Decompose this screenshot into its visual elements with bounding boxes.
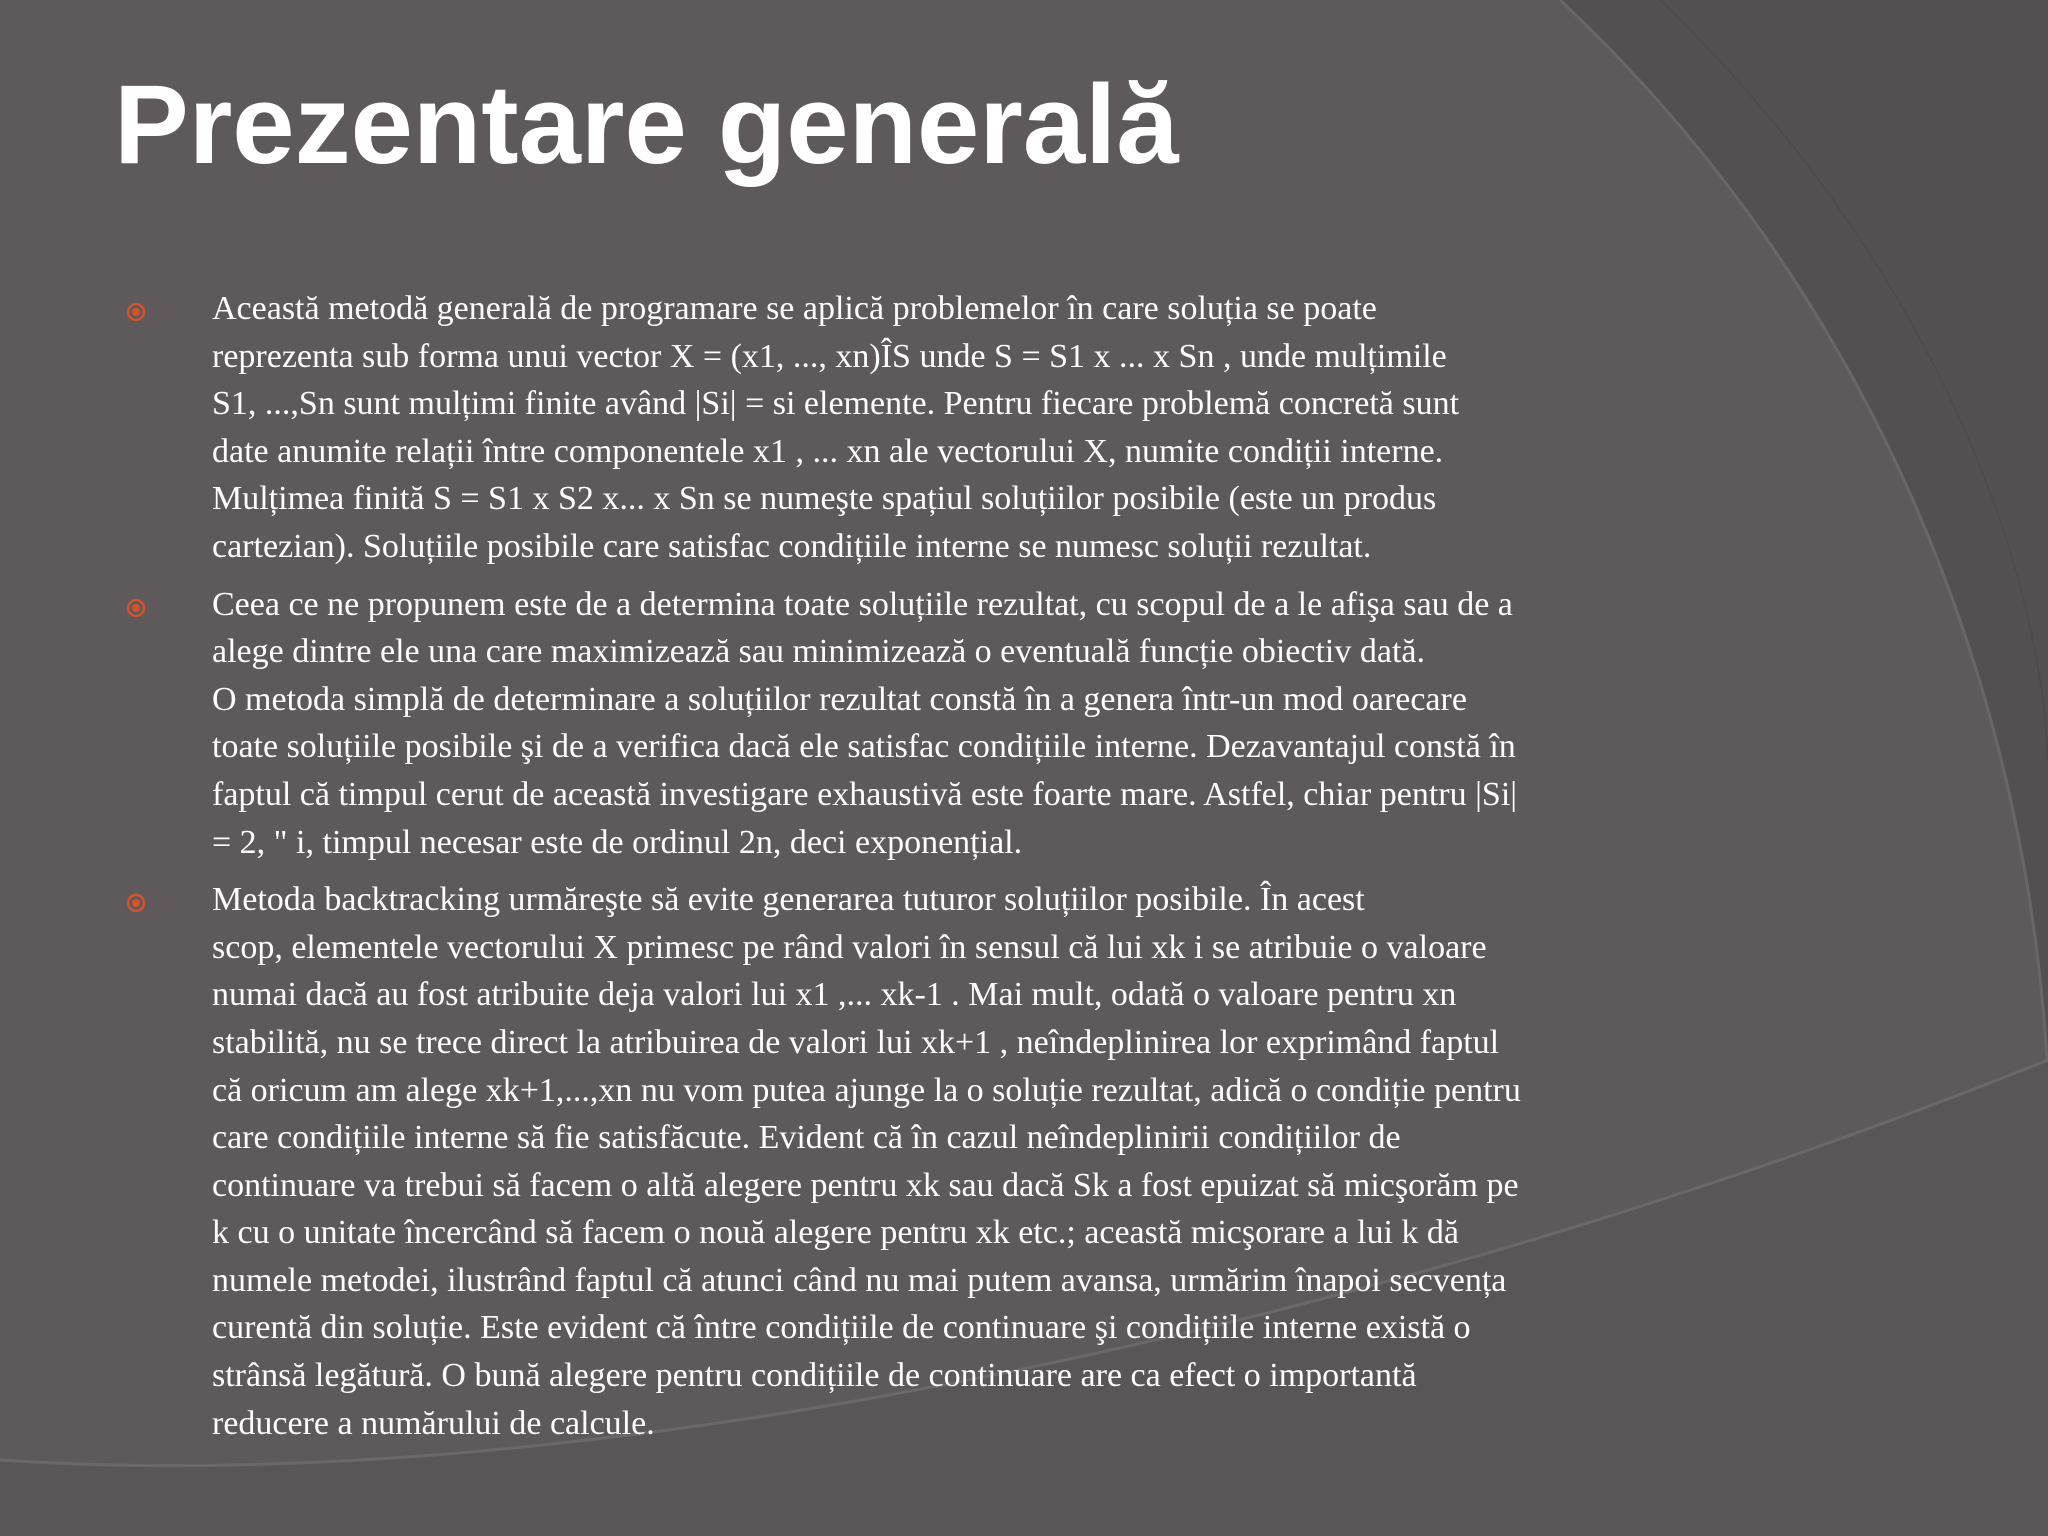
circled-dot-bullet-icon [126,598,146,618]
bullet-text: Ceea ce ne propunem este de a determina toate soluțiile rezultat, cu scopul de a le afişa sau de a alege dintre ele una care maximizează sau minimizează o eventuală funcție obiectiv dată. O metoda simplă de determinare a soluțiilor rezultat constă în a genera într-un mod oarecare toate soluțiile posibile şi de a verifica dacă ele satisfac condițiile interne. Dezavantajul constă în faptul că timpul cerut de această investigare exhaustivă este foarte mare. Astfel, chiar pentru |Si| = 2, " i, timpul necesar este de ordinul 2n, deci exponențial. [212,585,1518,861]
bullet-text: Metoda backtracking urmăreşte să evite generarea tuturor soluțiilor posibile. În acest scop, elementele vectorului X primesc pe rând valori în sensul că lui xk i se atribuie o valoare numai dacă au fost atribuite deja valori lui x1 ,... xk-1 . Mai mult, odată o valoare pentru xn stabilită, nu se trece direct la atribuirea de valori lui xk+1 , neîndeplinirea lor exprimând faptul că oricum am alege xk+1,...,xn nu vom putea ajunge la o soluție rezultat, adică o condiție pentru care condițiile interne să fie satisfăcute. Evident că în cazul neîndeplinirii condițiilor de continuare va trebui să facem o altă alegere pentru xk sau dacă Sk a fost epuizat să micşorăm pe k cu o unitate încercând să facem o nouă alegere pentru xk etc.; această micşorare a lui k dă numele metodei, ilustrând faptul că atunci când nu mai putem avansa, urmărim înapoi secvența curentă din soluție. Este evident că între condițiile de continuare şi condițiile interne există o strânsă legătură. O bună alegere pentru condițiile de continuare are ca efect o importantă reducere a numărului de calcule. [212,881,1521,1442]
slide-title: Prezentare generală [114,62,1179,187]
bullet-item [0,876,2048,1447]
bullet-item [0,285,2048,571]
bullet-item [0,581,2048,867]
bullet-list [0,285,2048,1457]
bullet-text: Această metodă generală de programare se aplică problemelor în care soluția se poate reprezenta sub forma unui vector X = (x1, ..., xn)ÎS unde S = S1 x ... x Sn , unde mulțimile S1, ...,Sn sunt mulțimi finite având |Si| = si elemente. Pentru fiecare problemă concretă sunt date anumite relații între componentele x1 , ... xn ale vectorului X, numite condiții interne. Mulțimea finită S = S1 x S2 x... x Sn se numeşte spațiul soluțiilor posibile (este un produs cartezian). Soluțiile posibile care satisfac condițiile interne se numesc soluții rezultat. [212,290,1460,565]
circled-dot-bullet-icon [126,893,146,913]
circled-dot-bullet-icon [126,302,146,322]
